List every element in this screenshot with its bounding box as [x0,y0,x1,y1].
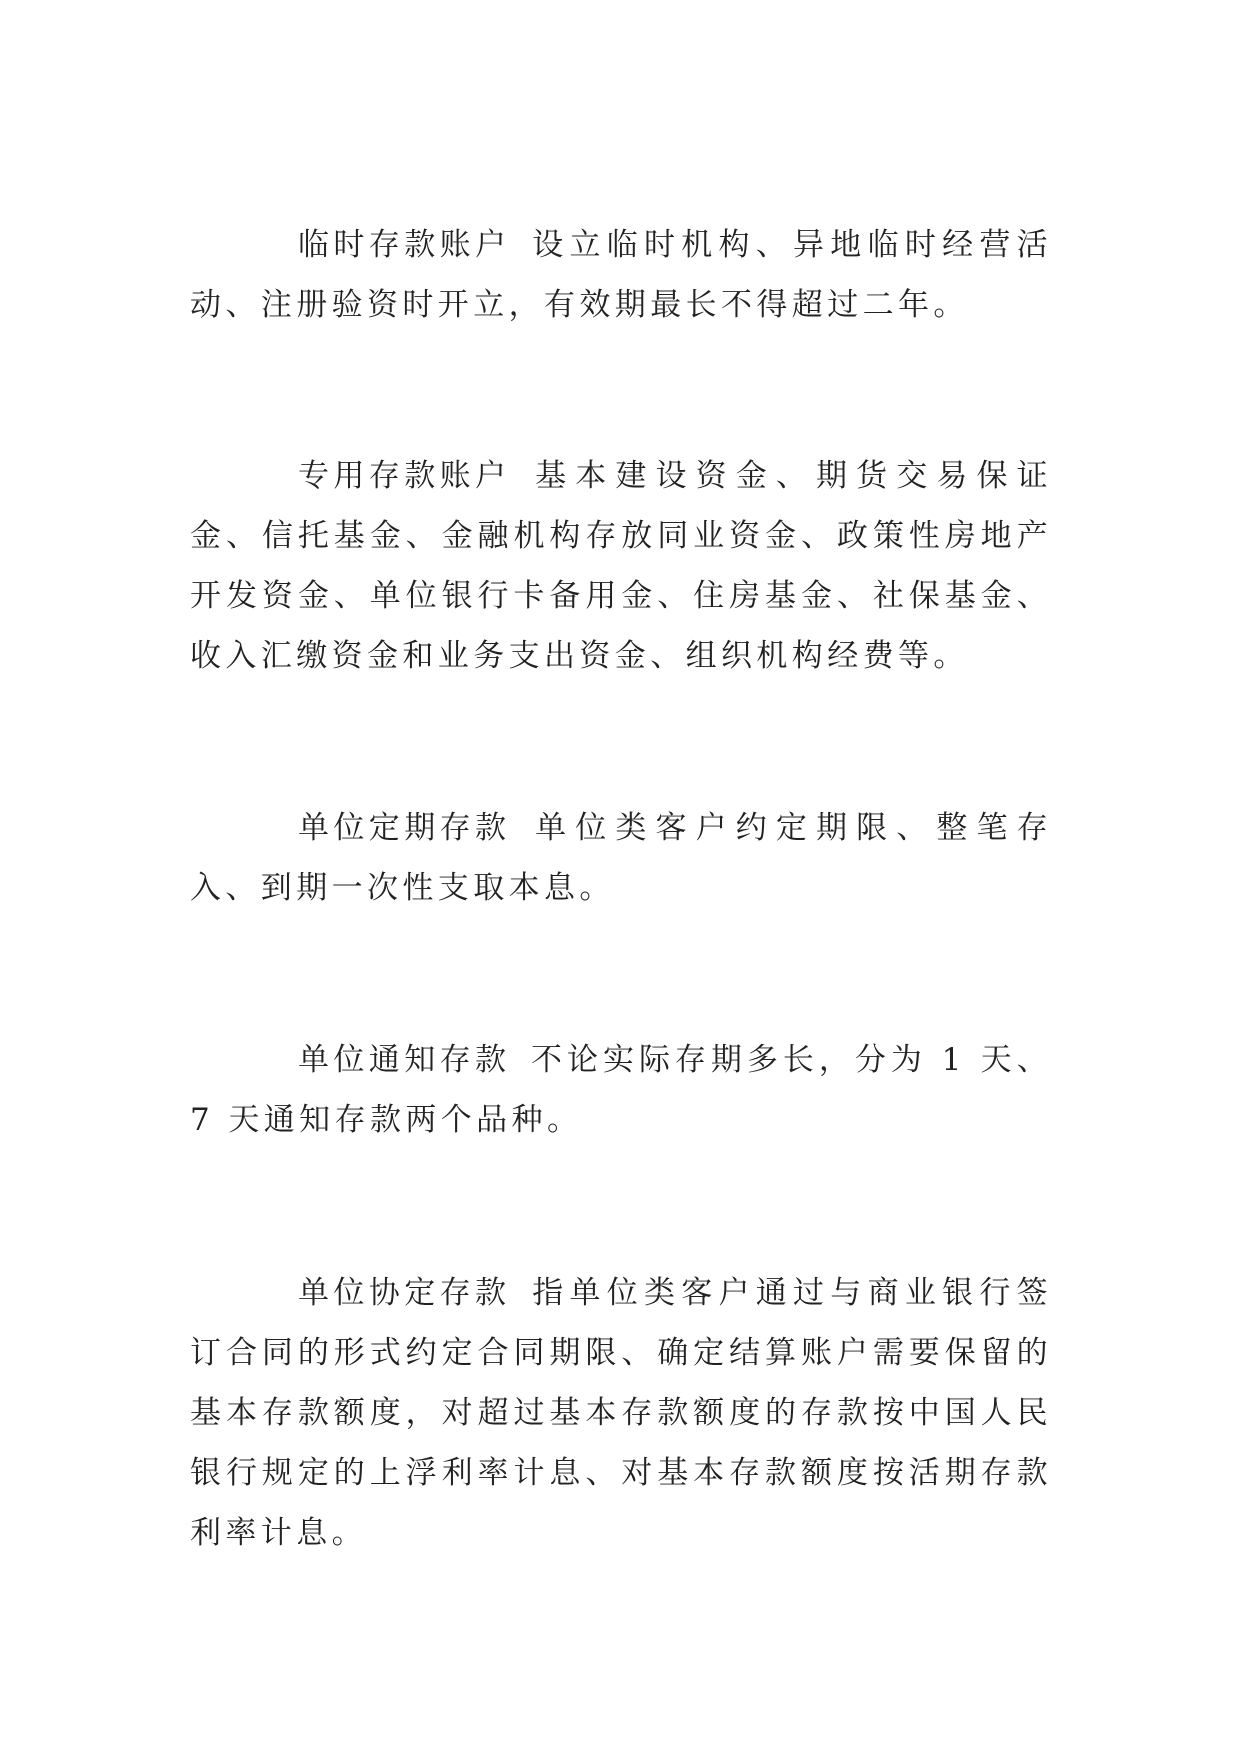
paragraph-corporate-notice-deposit [190,1030,1052,1150]
term-corporate-time-deposit: 单位定期存款 [298,810,511,846]
paragraph-special-deposit-account [190,446,1052,686]
term-corporate-agreement-deposit: 单位协定存款 [298,1275,511,1311]
paragraph-corporate-agreement-deposit [190,1263,1052,1563]
term-corporate-notice-deposit: 单位通知存款 [298,1042,511,1078]
description-special-deposit-account: 基本建设资金、期货交易保证金、信托基金、金融机构存放同业资金、政策性房地产开发资金、单位银行卡备用金、住房基金、社保基金、收入汇缴资金和业务支出资金、组织机构经费等。 [190,458,1052,674]
description-corporate-time-deposit: 单位类客户约定期限、整笔存入、到期一次性支取本息。 [190,810,1052,906]
term-special-deposit-account: 专用存款账户 [298,458,511,494]
term-temporary-deposit-account: 临时存款账户 [298,227,511,263]
description-corporate-agreement-deposit: 指单位类客户通过与商业银行签订合同的形式约定合同期限、确定结算账户需要保留的基本存款额度，对超过基本存款额度的存款按中国人民银行规定的上浮利率计息、对基本存款额度按活期存款利率计息。 [190,1275,1052,1551]
paragraph-temporary-deposit-account [190,215,1052,335]
paragraph-corporate-time-deposit [190,798,1052,918]
description-temporary-deposit-account: 设立临时机构、异地临时经营活动、注册验资时开立，有效期最长不得超过二年。 [190,227,1052,323]
description-corporate-notice-deposit: 不论实际存期多长，分为 1 天、7 天通知存款两个品种。 [190,1042,1052,1138]
